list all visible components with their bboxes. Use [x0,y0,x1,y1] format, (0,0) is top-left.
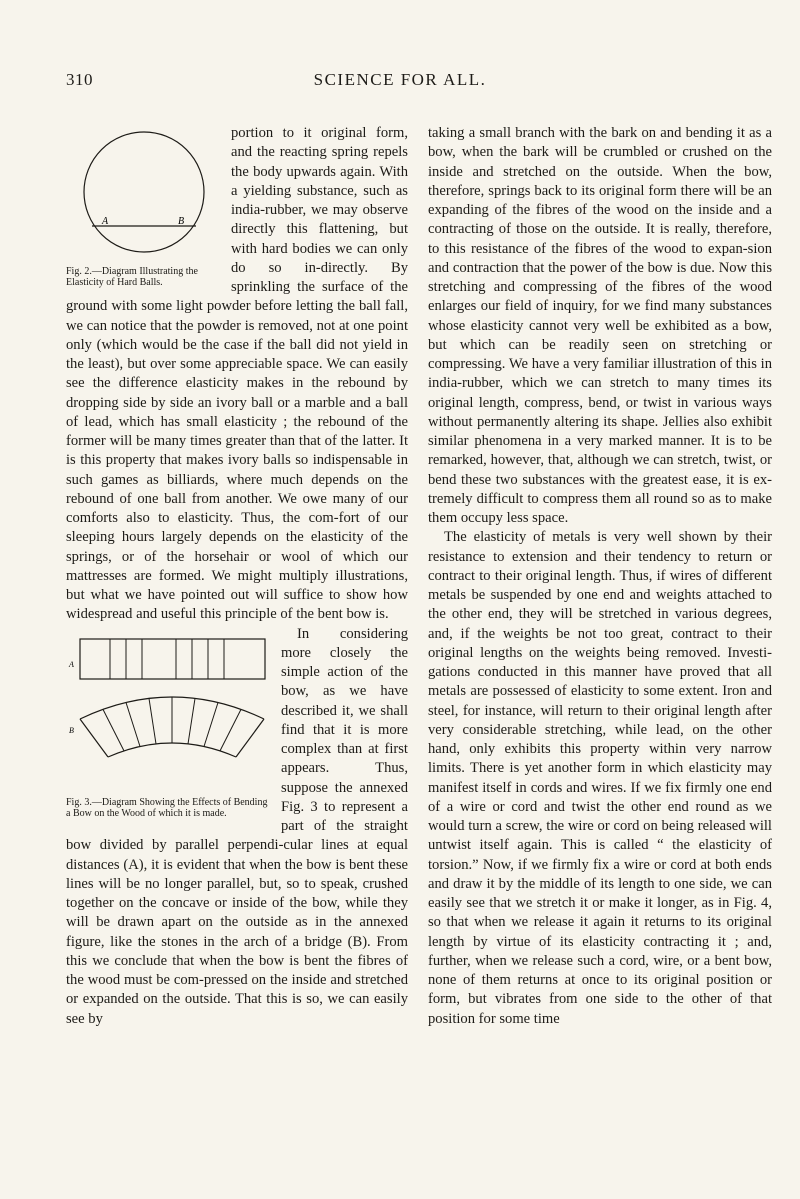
bent-bow-right-end [236,719,264,757]
radial-line [149,698,156,744]
running-title: SCIENCE FOR ALL. [313,70,487,89]
left-paragraph-2: In considering more closely the simple action of the bow, as we have described it, we shall find that it is more complex than at first appears. Thus, suppose the annexed Fig. 3 to represent a part of the straight bow divided by parallel perpendi-cular lines at equal distances (A), it is evident that when the bow is bent these lines will be no longer parallel, but, so to speak, crushed together on the concave or inside of the bow, while they will be drawn apart on the outside as in the annexed figure, like the stones in the arch of a bridge (B). From this we conclude that when the bow is bent the fibres of the wood must be com-pressed on the inside and stretched or expanded on the outside. That this is so, we can easily see by [66,625,408,1027]
radial-line [220,709,241,751]
figure-3 [66,637,271,819]
parallel-lines [110,639,224,679]
arch-label-b: B [69,725,74,735]
right-paragraph-2: The elasticity of metals is very well shown by their resistance to extension and their tendency to return or contract to their original length. Thus, if wires of different metals be suspended by one end and weights attached to the other end, they will be stretched in various degrees, and, if the weights be not too great, contract to their original lengths on the weights being removed. Investi-gations conducted in this manner have proved that all metals are possessed of elasticity to some extent. Iron and steel, for instance, will return to their original length after very considerable stretching, while lead, on the other hand, only exhibits this property within very narrow limits. There is yet another form in which elasticity may manifest itself in cords and wires. If we fix firmly one end of a wire or cord and twist the other end round as we would turn a screw, the wire or cord on being released will untwist itself again. This is called “ the elasticity of torsion.” Now, if we firmly fix a wire or cord at both ends and draw it by the middle of its length to one side, we can easily see that we stretch it or make it longer, as in Fig. 4, so that when we release it again it returns to its original length by virtue of its elasticity contracting it ; and, further, when we release such a cord, wire, or a bent bow, none of them returns at once to its original position or form, but vibrates from one side to the other of that position for some time [428,529,772,1027]
bent-bow-inner-arc [108,743,236,757]
radial-line [126,702,140,746]
page-header [0,70,800,100]
left-paragraph-1: portion to it original form, and the reacting spring repels the body upwards again. With a yielding substance, such as india-rubber, we may observe directly this flattening, but with hard bodies we can only do so in-directly. By sprinkling the surface of the ground with some light powder before letting the ball fall, we can notice that the powder is removed, not at one point only (which would be the case if the ball did not yield in the least), but over some appreciable space. We can easily see the difference elasticity makes in the rebound by dropping side by side an ivory ball or a marble and a ball of lead, which has small elasticity ; the rebound of the former will be many times greater than that of the latter. It is this property that makes ivory balls so indispensable in such games as billiards, where much depends on the rebound of one ball from another. We owe many of our comforts also to elasticity. Thus, the com-fort of our sleeping hours largely depends on the elasticity of the springs, or of the horsehair or wool of which our mattresses are formed. We might multiply illustrations, but what we have pointed out will suffice to show how widespread and useful this principle of the bent bow is. [66,125,408,623]
figure-2-caption: Fig. 2.—Diagram Illustrating the Elasticity of Hard Balls. [66,266,198,288]
bent-bow-diagram [66,637,271,797]
page-number: 310 [66,70,93,89]
elastic-ball-diagram [66,128,221,266]
figure-2 [66,128,221,288]
bent-bow-left-end [80,719,108,757]
radial-line [103,709,124,751]
radial-lines [103,697,241,751]
left-column [66,124,408,1029]
point-label-b: B [178,216,185,227]
point-label-a: A [102,216,109,227]
ball-outline [84,132,204,252]
strip-label-a: A [69,659,74,669]
radial-line [188,698,195,744]
right-column [428,124,772,1029]
radial-line [204,702,218,746]
straight-bow-strip [80,639,265,679]
figure-3-caption: Fig. 3.—Diagram Showing the Effects of Bending a Bow on the Wood of which it is made. [66,796,268,819]
right-paragraph-1: taking a small branch with the bark on and bending it as a bow, when the bark will be crumbled or crushed on the inside and stretched on the outside. When the bow, therefore, springs back to its original form there will be an expanding of the fibres of the wood on the inside and a contracting of those on the outside. It is really, therefore, to this resistance of the fibres of the wood to expan-sion and contraction that the power of the bow is due. Now this stretching and compressing of the fibres of the wood enlarges our field of inquiry, for we find many substances whose elasticity cannot very well be exhibited as a bow, but which can be readily seen on stretching or compressing. We have a very familiar illustration of this in india-rubber, which we can stretch to many times its original length, compress, bend, or twist in various ways without permanently altering its shape. Jellies also exhibit similar phenomena in a very marked manner. It is to be remarked, however, that, although we can stretch, twist, or bend these two substances with the greatest ease, it is ex-tremely difficult to compress them all round so as to make them occupy less space. [428,125,772,526]
